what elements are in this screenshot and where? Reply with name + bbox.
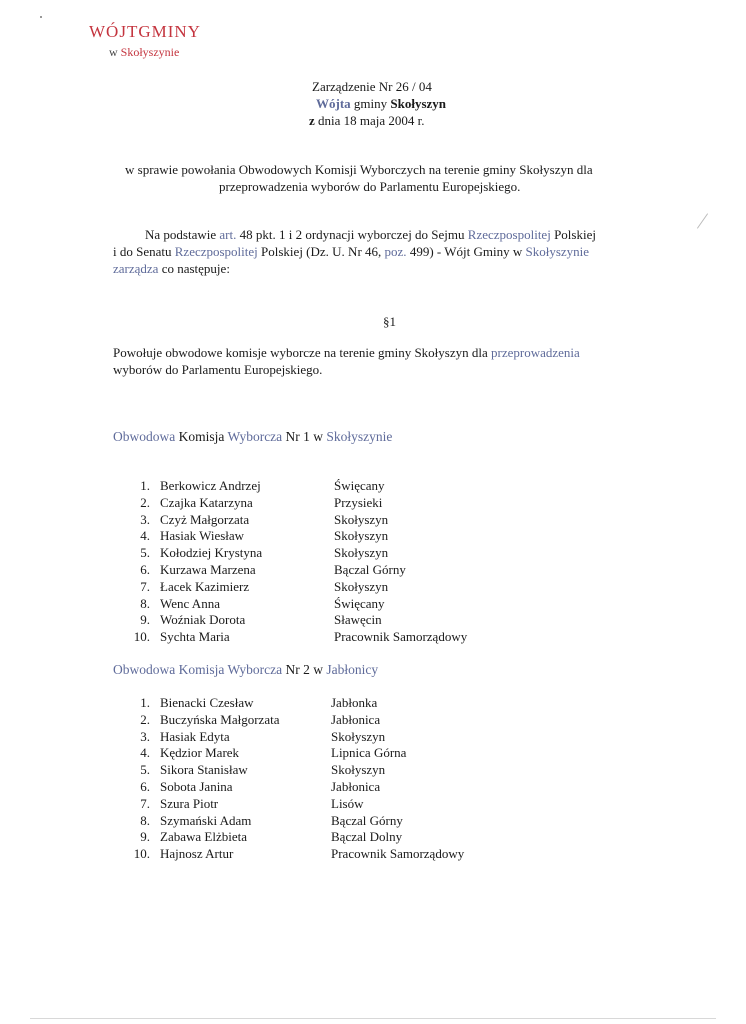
member-name: Sychta Maria	[160, 629, 230, 644]
member-place: Jabłonica	[331, 779, 381, 794]
section-mark: §1	[383, 314, 396, 329]
member-place: Skołyszyn	[334, 512, 389, 527]
member-place: Skołyszyn	[334, 528, 389, 543]
commission-1-heading: Obwodowa Komisja Wyborcza Nr 1 w Skołyszynie	[113, 429, 393, 444]
member-number: 6.	[140, 779, 150, 794]
member-number: 4.	[140, 528, 150, 543]
member-name: Kurzawa Marzena	[160, 562, 256, 577]
member-name: Czajka Katarzyna	[160, 495, 253, 510]
member-number: 8.	[140, 813, 150, 828]
stamp-subtitle	[109, 45, 179, 60]
member-place: Pracownik Samorządowy	[334, 629, 468, 644]
member-number: 9.	[140, 612, 150, 627]
basis-line-2: i do Senatu Rzeczpospolitej Polskiej (Dz. U. Nr 46, poz. 499) - Wójt Gminy w Skołyszynie	[113, 244, 590, 259]
member-number: 4.	[140, 745, 150, 760]
member-place: Święcany	[334, 478, 385, 493]
stamp-title: WÓJTGMINY	[89, 22, 201, 41]
member-number: 3.	[140, 512, 150, 527]
stamp-place: Skołyszynie	[120, 45, 180, 59]
member-place: Pracownik Samorządowy	[331, 846, 465, 861]
member-place: Skołyszyn	[331, 729, 386, 744]
member-name: Woźniak Dorota	[160, 612, 246, 627]
member-place: Lisów	[331, 796, 364, 811]
scan-speck	[40, 16, 42, 18]
member-place: Bączal Górny	[331, 813, 403, 828]
member-name: Berkowicz Andrzej	[160, 478, 261, 493]
member-name: Sikora Stanisław	[160, 762, 248, 777]
member-number: 2.	[140, 495, 150, 510]
subject-line-2: przeprowadzenia wyborów do Parlamentu Europejskiego.	[219, 179, 521, 194]
member-place: Jabłonka	[331, 695, 378, 710]
member-name: Kędzior Marek	[160, 745, 240, 760]
basis-line-1: Na podstawie art. 48 pkt. 1 i 2 ordynacji wyborczej do Sejmu Rzeczpospolitej Polskiej	[145, 227, 596, 242]
member-number: 10.	[133, 846, 150, 861]
member-number: 8.	[140, 596, 150, 611]
member-number: 7.	[140, 579, 150, 594]
commission-2-heading: Obwodowa Komisja Wyborcza Nr 2 w Jabłonicy	[113, 662, 379, 677]
member-name: Buczyńska Małgorzata	[160, 712, 280, 727]
ordinance-authority: Wójta gminy Skołyszyn	[316, 96, 447, 111]
member-place: Lipnica Górna	[331, 745, 407, 760]
member-name: Zabawa Elżbieta	[160, 829, 247, 844]
member-name: Hasiak Edyta	[160, 729, 230, 744]
member-number: 1.	[140, 695, 150, 710]
basis-line-3: zarządza co następuje:	[113, 261, 230, 276]
member-number: 5.	[140, 762, 150, 777]
member-number: 7.	[140, 796, 150, 811]
member-place: Sławęcin	[334, 612, 382, 627]
member-number: 3.	[140, 729, 150, 744]
decision-line-1: Powołuje obwodowe komisje wyborcze na terenie gminy Skołyszyn dla przeprowadzenia	[113, 345, 580, 360]
member-number: 5.	[140, 545, 150, 560]
member-name: Szura Piotr	[160, 796, 219, 811]
ordinance-date: z dnia 18 maja 2004 r.	[309, 113, 425, 128]
ordinance-number: Zarządzenie Nr 26 / 04	[312, 79, 432, 94]
member-place: Święcany	[334, 596, 385, 611]
member-name: Wenc Anna	[160, 596, 220, 611]
member-place: Skołyszyn	[334, 579, 389, 594]
member-place: Jabłonica	[331, 712, 381, 727]
subject-line-1: w sprawie powołania Obwodowych Komisji Wyborczych na terenie gminy Skołyszyn dla	[125, 162, 593, 177]
member-number: 9.	[140, 829, 150, 844]
stamp-prefix: w	[109, 45, 118, 59]
member-number: 6.	[140, 562, 150, 577]
member-name: Łacek Kazimierz	[160, 579, 250, 594]
member-place: Przysieki	[334, 495, 383, 510]
member-number: 2.	[140, 712, 150, 727]
pen-mark	[697, 213, 708, 228]
member-name: Hajnosz Artur	[160, 846, 234, 861]
member-place: Skołyszyn	[331, 762, 386, 777]
member-place: Bączal Dolny	[331, 829, 403, 844]
member-number: 10.	[133, 629, 150, 644]
member-name: Hasiak Wiesław	[160, 528, 245, 543]
member-name: Sobota Janina	[160, 779, 233, 794]
decision-line-2: wyborów do Parlamentu Europejskiego.	[113, 362, 323, 377]
member-name: Szymański Adam	[160, 813, 252, 828]
page-bottom-edge	[30, 1018, 716, 1019]
member-name: Bienacki Czesław	[160, 695, 254, 710]
member-name: Czyż Małgorzata	[160, 512, 250, 527]
member-place: Skołyszyn	[334, 545, 389, 560]
member-name: Kołodziej Krystyna	[160, 545, 263, 560]
member-number: 1.	[140, 478, 150, 493]
member-place: Bączal Górny	[334, 562, 406, 577]
